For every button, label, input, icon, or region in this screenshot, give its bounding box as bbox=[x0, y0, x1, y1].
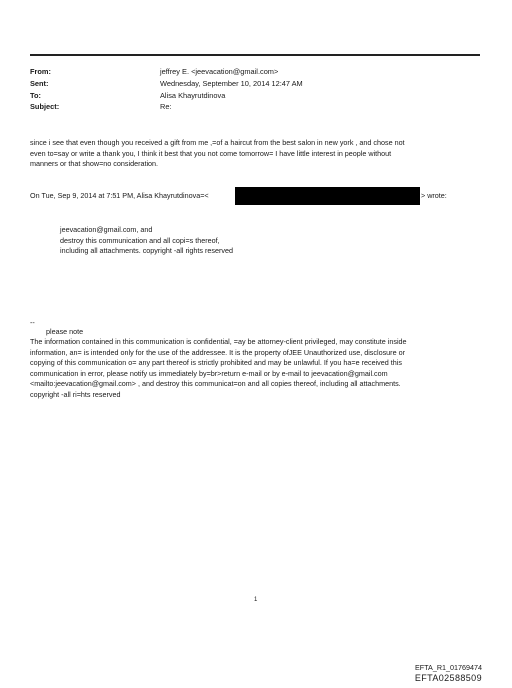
sent-value: Wednesday, September 10, 2014 12:47 AM bbox=[160, 79, 303, 88]
subject-value: Re: bbox=[160, 102, 172, 111]
quote-line-2: destroy this communication and all copi=s thereof, bbox=[60, 235, 220, 245]
subject-label: Subject: bbox=[30, 102, 60, 111]
to-label: To: bbox=[30, 91, 41, 100]
quote-attribution: On Tue, Sep 9, 2014 at 7:51 PM, Alisa Khayrutdinova=< bbox=[30, 191, 209, 200]
to-value: Alisa Khayrutdinova bbox=[160, 91, 226, 100]
body-line-2: even to=say or write a thank you, I think it best that you not come tomorrow= I have little interest in people without bbox=[30, 148, 392, 158]
body-line-1: since i see that even though you received a gift from me ,=of a haircut from the best salon in new york , and chose not bbox=[30, 138, 405, 147]
from-value: jeffrey E. <jeevacation@gmail.com> bbox=[160, 67, 279, 76]
notice-line-6: copyright -all ri=hts reserved bbox=[30, 389, 121, 399]
redaction-box bbox=[235, 187, 420, 205]
confidentiality-notice bbox=[30, 337, 482, 401]
note-heading: please note bbox=[46, 327, 84, 336]
page-number: 1 bbox=[254, 597, 258, 603]
notice-line-3: copying of this communication o= any part thereof is strictly prohibited and may be unlawful. If you ha=e received this bbox=[30, 358, 402, 368]
header-rule bbox=[30, 54, 480, 56]
notice-line-2: information, an= is intended only for the use of the addressee. It is the property ofJEE Unauthorized use, disclosure or bbox=[30, 347, 405, 357]
bates-number-1: EFTA_R1_01769474 bbox=[415, 663, 482, 672]
message-body bbox=[30, 138, 482, 170]
signature-dash: -- bbox=[30, 318, 35, 327]
from-label: From: bbox=[30, 67, 51, 76]
bates-number-2: EFTA02588509 bbox=[414, 673, 482, 683]
notice-line-1: The information contained in this communication is confidential, =ay be attorney-client privileged, may constitute inside bbox=[30, 337, 407, 346]
quote-line-3: including all attachments. copyright -all rights reserved bbox=[60, 246, 233, 256]
body-line-3: manners or that show=no consideration. bbox=[30, 159, 159, 169]
notice-line-4: communication in error, please notify us immediately by=br>return e-mail or by e-mail to jeevacation@gmail.com bbox=[30, 368, 388, 378]
quoted-text bbox=[60, 225, 480, 257]
sent-label: Sent: bbox=[30, 79, 49, 88]
notice-line-5: <mailto:jeevacation@gmail.com> , and destroy this communicat=on and all copies thereof, including all attachments. bbox=[30, 379, 401, 389]
quote-line-1: jeevacation@gmail.com, and bbox=[60, 225, 153, 234]
quote-wrote: > wrote: bbox=[421, 191, 447, 200]
